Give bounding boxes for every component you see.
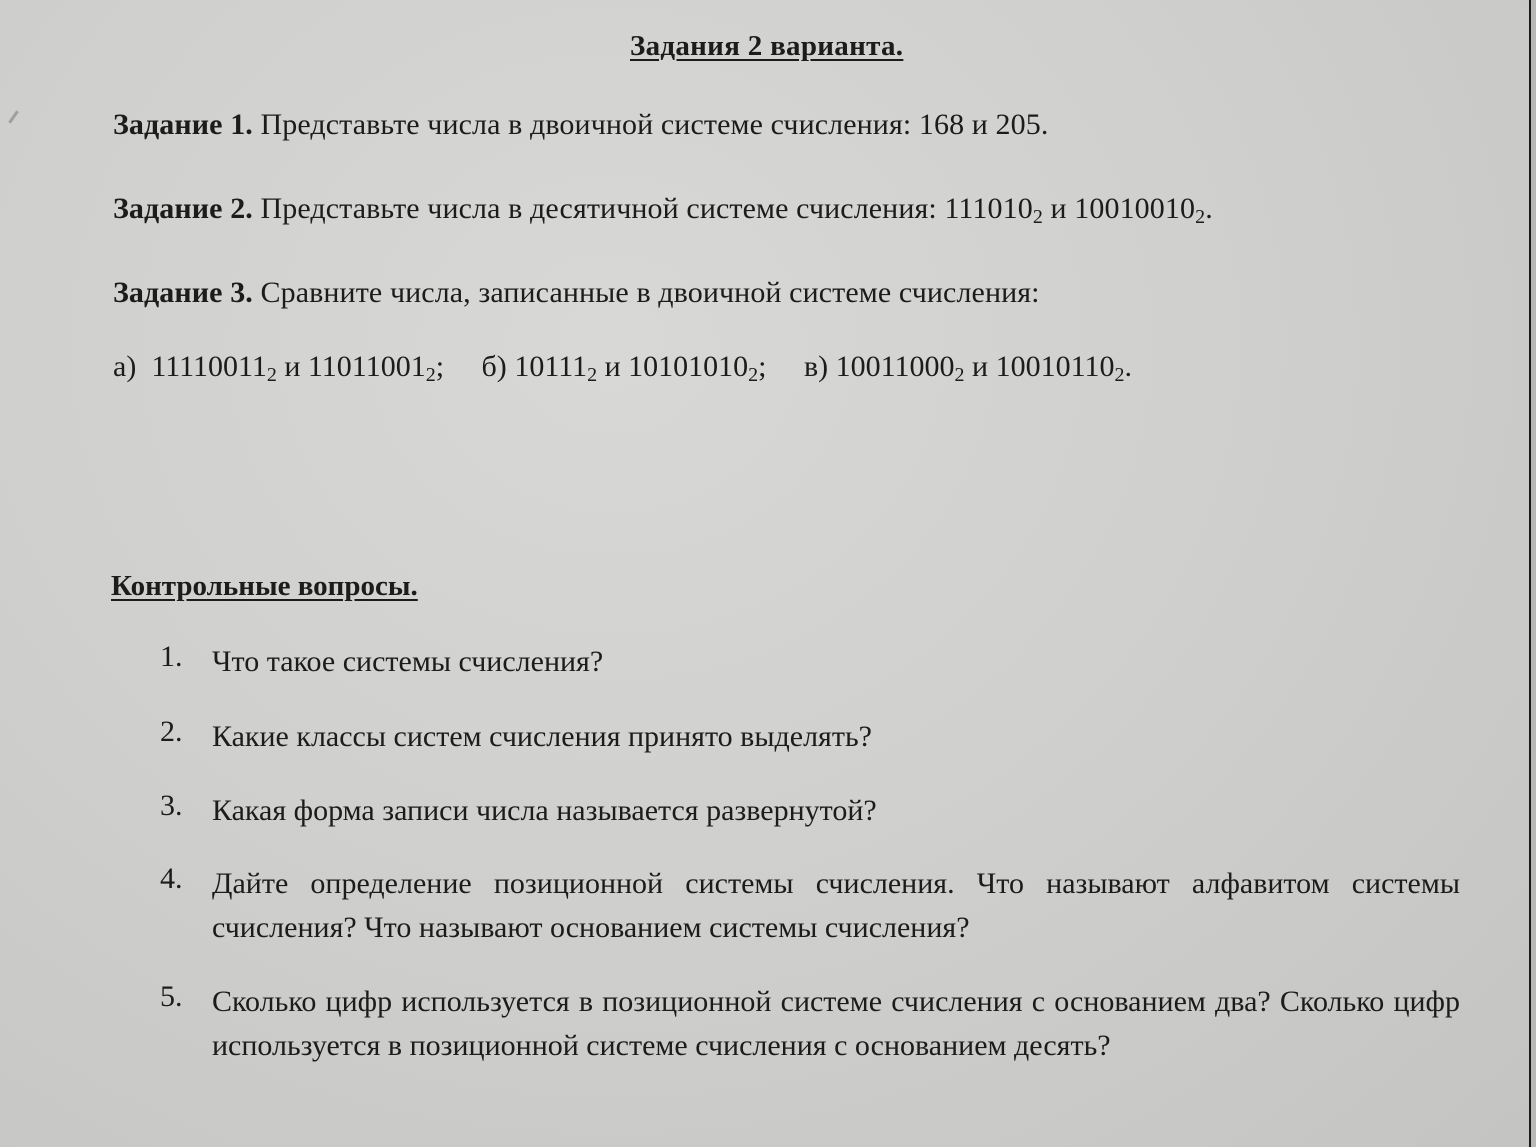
conjunction: и — [604, 350, 621, 383]
task-2-text: Представьте числа в десятичной системе счисления: — [260, 192, 945, 225]
task-3-label: Задание 3. — [113, 276, 253, 309]
task-1 — [113, 108, 1048, 142]
compare-item-c — [804, 350, 1132, 384]
compare-item-b — [482, 350, 767, 384]
punctuation: . — [1124, 350, 1132, 383]
task-1-label: Задание 1. — [113, 108, 253, 141]
base-subscript: 2 — [587, 364, 598, 386]
conjunction: и — [972, 350, 989, 383]
question-number: 1. — [160, 640, 183, 673]
punctuation: ; — [435, 350, 445, 383]
binary-number: 10011000 — [835, 350, 955, 383]
binary-number: 11110011 — [151, 350, 267, 383]
binary-number: 11011001 — [307, 350, 426, 383]
question-item-4 — [160, 862, 1460, 950]
question-item-1 — [160, 640, 1460, 684]
question-number: 2. — [160, 715, 183, 748]
question-text: Какая форма записи числа называется развернутой? — [212, 794, 877, 827]
question-item-2 — [160, 715, 1460, 759]
base-subscript: 2 — [748, 364, 759, 386]
question-text: Сколько цифр используется в позиционной системе счисления с основанием два? Сколько цифр используется в позиционной системе счисления с основанием десять? — [212, 985, 1460, 1062]
binary-number: 10101010 — [628, 350, 749, 383]
punctuation: ; — [758, 350, 767, 383]
question-number: 5. — [160, 980, 183, 1013]
background-surface — [1531, 0, 1536, 1147]
compare-letter: а) — [113, 350, 137, 383]
task-2-number-1: 111010 — [944, 192, 1033, 225]
page-title: Задания 2 варианта. — [630, 30, 904, 62]
task-2-conj: и — [1042, 192, 1075, 225]
base-subscript: 2 — [425, 364, 436, 386]
binary-number: 10010110 — [995, 350, 1115, 383]
compare-letter: в) — [804, 350, 829, 383]
task-3-text: Сравните числа, записанные в двоичной системе счисления: — [260, 276, 1040, 309]
conjunction: и — [284, 350, 301, 383]
question-number: 3. — [160, 789, 183, 822]
task-1-text: Представьте числа в двоичной системе счисления: 168 и 205. — [260, 108, 1049, 141]
task-2-end: . — [1205, 192, 1213, 225]
task-2-number-2: 10010010 — [1074, 192, 1196, 225]
question-item-3 — [160, 789, 1460, 833]
compare-letter: б) — [481, 350, 507, 383]
task-2 — [113, 192, 1213, 226]
task-2-label: Задание 2. — [113, 192, 253, 225]
base-subscript: 2 — [1114, 364, 1125, 386]
compare-list — [113, 350, 1162, 384]
base-subscript: 2 — [266, 364, 277, 386]
task-2-base-2: 2 — [1195, 206, 1206, 228]
question-text: Дайте определение позиционной системы счисления. Что называют алфавитом системы счисления? Что называют основанием системы счисления? — [212, 867, 1460, 944]
question-text: Какие классы систем счисления принято выделять? — [212, 720, 872, 753]
questions-heading: Контрольные вопросы. — [111, 570, 418, 602]
base-subscript: 2 — [954, 364, 965, 386]
compare-item-a — [113, 350, 444, 384]
question-item-5 — [160, 980, 1460, 1068]
question-number: 4. — [160, 862, 183, 895]
task-3 — [113, 276, 1040, 310]
binary-number: 10111 — [514, 350, 588, 383]
question-text: Что такое системы счисления? — [212, 645, 604, 678]
task-2-base-1: 2 — [1032, 206, 1043, 228]
